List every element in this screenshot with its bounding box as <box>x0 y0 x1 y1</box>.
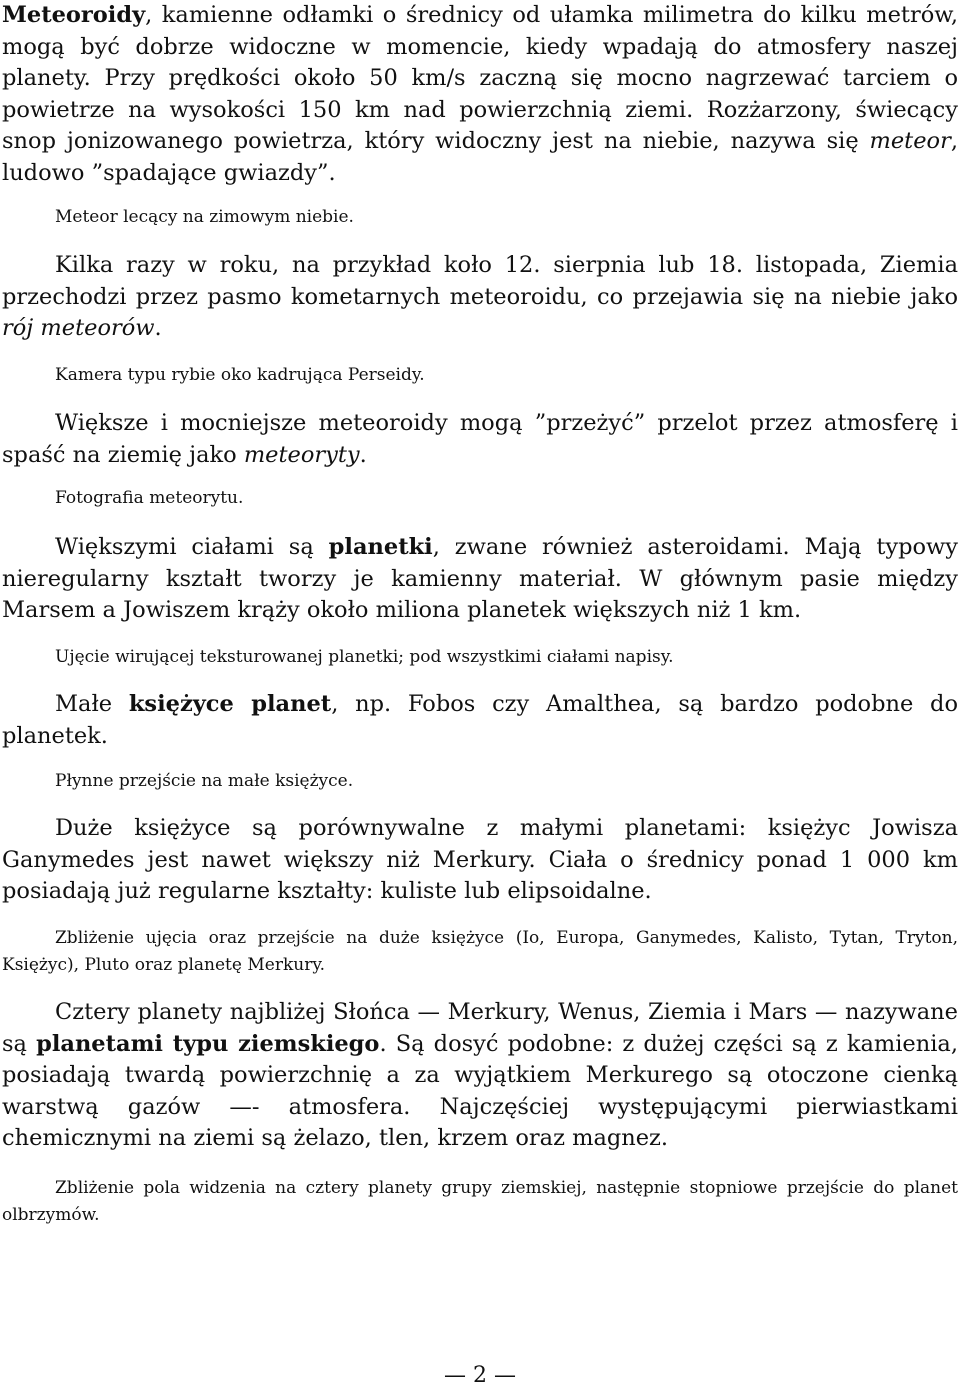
caption-small-moons: Płynne przejście na małe księżyce. <box>55 771 354 791</box>
paragraph-text: Większymi ciałami są <box>55 534 329 560</box>
paragraph-text: . Są dosyć podobne: z dużej części są z kamienia, posiadają twardą powierzchnię a za wyjątkiem Merkurego są otoczone cienką warstwą gazów —- atmosfera. Najczęściej występującymi pierwiastkami chemicznymi na ziemi są żelazo, tlen, krzem oraz magnez. <box>2 1030 958 1151</box>
term-meteoroidy: Meteoroidy <box>2 2 146 28</box>
paragraph-text: Większe i mocniejsze meteoroidy mogą ”przeżyć” przelot przez atmosferę i spaść na ziemię jako <box>2 410 958 468</box>
caption-terrestrial-planets: Zbliżenie pola widzenia na cztery planety grupy ziemskiej, następnie stopniowe przejście do planet olbrzymów. <box>2 1178 958 1225</box>
paragraph-large-moons: Duże księżyce są porównywalne z małymi planetami: księżyc Jowisza Ganymedes jest nawet większy niż Merkury. Ciała o średnicy ponad 1 000 km posiadają już regularne kształty: kuliste lub elipsoidalne. <box>2 815 958 904</box>
term-planetki: planetki <box>328 534 433 560</box>
paragraph-terrestrial-planets <box>2 997 958 1155</box>
term-meteoryty: meteoryty <box>243 441 360 468</box>
paragraph-meteorites <box>2 408 958 471</box>
paragraph-text: Kilka razy w roku, na przykład koło 12. sierpnia lub 18. listopada, Ziemia przechodzi przez pasmo kometarnych meteoroidu, co przejawia się na niebie jako <box>2 252 958 310</box>
caption-meteorite-photo: Fotografia meteorytu. <box>55 488 244 508</box>
page-number: — 2 — <box>444 1363 516 1388</box>
paragraph-meteor-shower <box>2 250 958 345</box>
paragraph-meteoroids <box>2 0 958 189</box>
paragraph-text: Cztery planety najbliżej Słońca — Merkury, Wenus, Ziemia i Mars — nazywane są <box>2 999 958 1057</box>
paragraph-text: , np. Fobos czy Amalthea, są bardzo podobne do planetek. <box>2 691 959 749</box>
caption-meteor: Meteor lecący na zimowym niebie. <box>55 207 354 227</box>
paragraph-text: , ludowo ”spadające gwiazdy”. <box>2 128 958 186</box>
term-ksiezyce-planet: księżyce planet <box>128 691 332 717</box>
paragraph-small-moons <box>2 689 958 752</box>
paragraph-asteroids <box>2 532 958 627</box>
term-roj-meteorow: rój meteorów <box>2 315 155 341</box>
paragraph-text: , kamienne odłamki o średnicy od ułamka milimetra do kilku metrów, mogą być dobrze widoczne w momencie, kiedy wpadają do atmosfery naszej planety. Przy prędkości około 50 km/s zaczną się mocno nagrzewać tarciem o powietrze na wysokości 150 km nad powierzchnią ziemi. Rozżarzony, świecący snop jonizowanego powietrza, który widoczny jest na niebie, nazywa się <box>2 2 958 154</box>
paragraph-text: . <box>154 315 162 341</box>
caption-large-moons: Zbliżenie ujęcia oraz przejście na duże księżyce (Io, Europa, Ganymedes, Kalisto, Tytan, Tryton, Księżyc), Pluto oraz planetę Merkury. <box>2 928 958 975</box>
caption-asteroid: Ujęcie wirującej teksturowanej planetki; pod wszystkimi ciałami napisy. <box>55 647 674 667</box>
paragraph-text: , zwane również asteroidami. Mają typowy nieregularny kształt tworzy je kamienny materiał. W głównym pasie między Marsem a Jowiszem krąży około miliona planetek większych niż 1 km. <box>2 534 959 623</box>
caption-perseids: Kamera typu rybie oko kadrująca Perseidy. <box>55 365 425 385</box>
paragraph-text: Małe <box>55 691 129 717</box>
paragraph-text: . <box>359 441 367 468</box>
term-planety-ziemskie: planetami typu ziemskiego <box>36 1030 380 1057</box>
term-meteor: meteor <box>869 128 951 154</box>
